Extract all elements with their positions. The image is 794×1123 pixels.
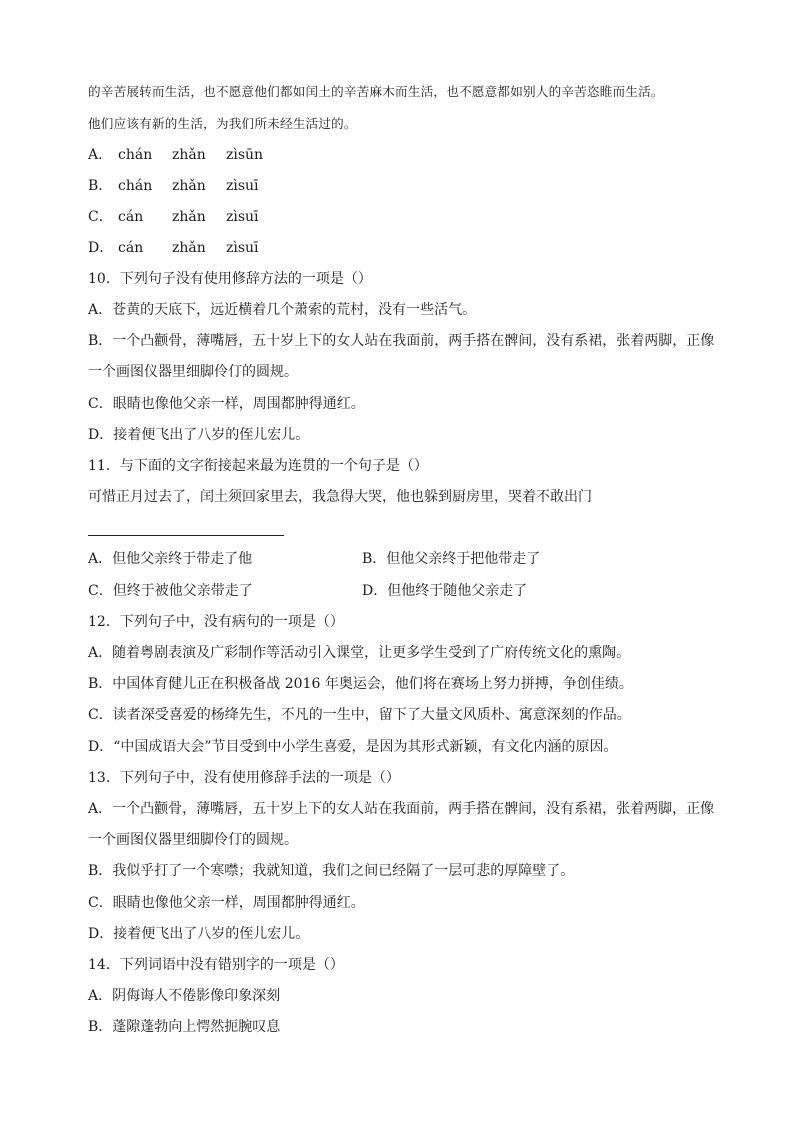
q11-option-c[interactable]: C．但终于被他父亲带走了 xyxy=(88,583,253,599)
q13-stem: 13．下列句子中，没有使用修辞手法的一项是（） xyxy=(88,770,400,786)
option-label: D． xyxy=(88,240,114,256)
pinyin-1: cán xyxy=(118,240,144,256)
q13-option-d[interactable]: D．接着便飞出了八岁的侄儿宏儿。 xyxy=(88,926,310,942)
pinyin-2: zhǎn xyxy=(172,240,206,256)
q13-option-a[interactable]: A．一个凸颧骨，薄嘴唇，五十岁上下的女人站在我面前，两手搭在髀间，没有系裙，张着两脚，正像 xyxy=(88,801,715,817)
q11-option-a[interactable]: A．但他父亲终于带走了他 xyxy=(88,551,253,567)
option-label: C． xyxy=(88,209,113,225)
pinyin-1: chán xyxy=(118,178,153,194)
q9-option-c[interactable] xyxy=(88,208,259,226)
q12-stem: 12．下列句子中，没有病句的一项是（） xyxy=(88,614,344,630)
q11-option-d[interactable]: D．但他终于随他父亲走了 xyxy=(362,583,528,599)
q14-stem: 14．下列词语中没有错别字的一项是（） xyxy=(88,957,344,973)
option-label: B． xyxy=(88,178,113,194)
pinyin-2: zhǎn xyxy=(172,147,206,163)
q9-option-d[interactable] xyxy=(88,239,259,257)
q9-option-a[interactable] xyxy=(88,146,263,164)
q10-option-d[interactable]: D．接着便飞出了八岁的侄儿宏儿。 xyxy=(88,427,310,443)
q10-option-b-cont: 一个画图仪器里细脚伶仃的圆规。 xyxy=(88,364,298,380)
q12-option-d[interactable]: D．“中国成语大会”节目受到中小学生喜爱，是因为其形式新颖，有文化内涵的原因。 xyxy=(88,739,618,755)
q12-option-c[interactable]: C．读者深受喜爱的杨绛先生，不凡的一生中，留下了大量文风质朴、寓意深刻的作品。 xyxy=(88,707,631,723)
q9-option-b[interactable] xyxy=(88,177,259,195)
q10-stem: 10．下列句子没有使用修辞方法的一项是（） xyxy=(88,271,372,287)
pinyin-1: chán xyxy=(118,147,153,163)
q12-option-a[interactable]: A．随着粤剧表演及广彩制作等活动引入课堂，让更多学生受到了广府传统文化的熏陶。 xyxy=(88,645,631,661)
passage-line-1: 的辛苦展转而生活，也不愿意他们都如闰土的辛苦麻木而生活，也不愿意都如别人的辛苦恣睢而生活。 xyxy=(88,84,664,99)
q13-option-c[interactable]: C．眼睛也像他父亲一样，周围都肿得通红。 xyxy=(88,895,365,911)
q11-option-b[interactable]: B．但他父亲终于把他带走了 xyxy=(362,551,541,567)
answer-blank-line[interactable] xyxy=(88,535,284,536)
q13-option-a-cont: 一个画图仪器里细脚伶仃的圆规。 xyxy=(88,832,298,848)
pinyin-3: zìsūn xyxy=(226,147,264,163)
q10-option-a[interactable]: A．苍黄的天底下，远近横着几个萧索的荒村，没有一些活气。 xyxy=(88,302,477,318)
pinyin-2: zhǎn xyxy=(172,178,206,194)
option-label: A． xyxy=(88,147,113,163)
q12-option-b[interactable]: B．中国体育健儿正在积极备战 2016 年奥运会，他们将在赛场上努力拼搏，争创佳绩。 xyxy=(88,676,633,692)
q14-option-a[interactable]: A．阴侮诲人不倦影像印象深刻 xyxy=(88,988,281,1004)
q14-option-b[interactable]: B．蓬隙蓬勃向上愕然扼腕叹息 xyxy=(88,1019,281,1035)
q10-option-c[interactable]: C．眼睛也像他父亲一样，周围都肿得通红。 xyxy=(88,396,365,412)
pinyin-1: cán xyxy=(118,209,144,225)
pinyin-3: zìsuī xyxy=(226,240,259,256)
q11-text: 可惜正月过去了，闰土须回家里去，我急得大哭，他也躲到厨房里，哭着不敢出门 xyxy=(88,489,592,505)
pinyin-2: zhǎn xyxy=(172,209,206,225)
q11-stem: 11．与下面的文字衔接起来最为连贯的一个句子是（） xyxy=(88,458,428,474)
pinyin-3: zìsuī xyxy=(226,178,259,194)
q13-option-b[interactable]: B．我似乎打了一个寒噤；我就知道，我们之间已经隔了一层可悲的厚障壁了。 xyxy=(88,863,575,879)
pinyin-3: zìsuī xyxy=(226,209,259,225)
passage-line-2: 他们应该有新的生活，为我们所未经生活过的。 xyxy=(88,116,357,131)
q10-option-b[interactable]: B．一个凸颧骨，薄嘴唇，五十岁上下的女人站在我面前，两手搭在髀间，没有系裙，张着两脚，正像 xyxy=(88,333,715,349)
